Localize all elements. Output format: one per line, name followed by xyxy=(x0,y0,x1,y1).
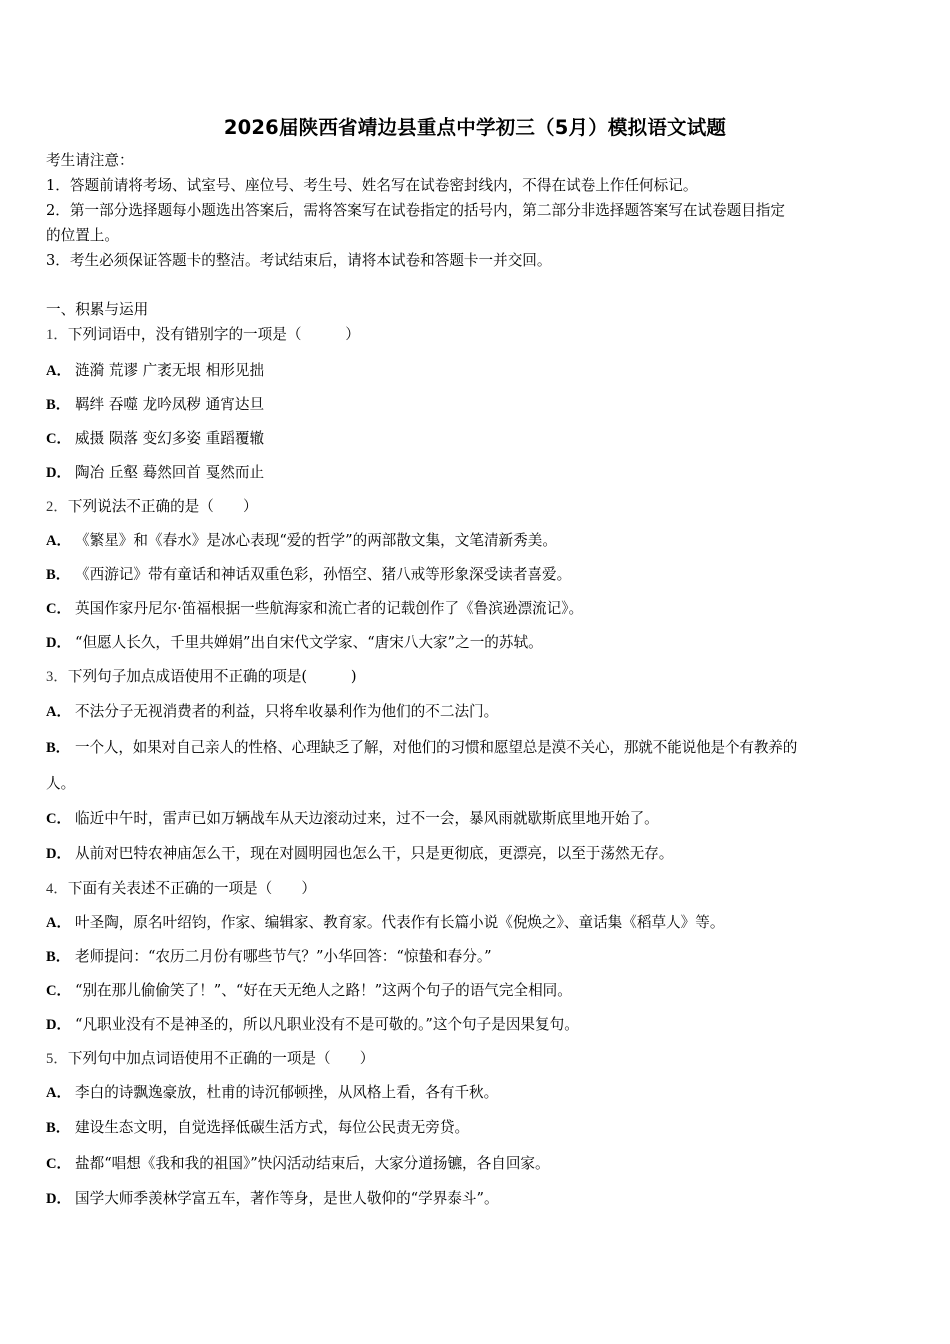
option-text: 一个人，如果对自己亲人的性格、心理缺乏了解，对他们的习惯和愿望总是漠不关心，那就不能说他是个有教养的 xyxy=(75,739,798,756)
option-letter: A． xyxy=(46,363,72,379)
answer-option xyxy=(46,633,543,653)
option-text: 人。 xyxy=(46,775,76,792)
option-text: 临近中午时，雷声已如万辆战车从天边滚动过来，过不一会，暴风雨就歇斯底里地开始了。 xyxy=(75,810,659,827)
answer-option xyxy=(46,844,673,864)
question-number: 2． xyxy=(46,499,68,515)
option-text: 从前对巴特农神庙怎么干，现在对圆明园也怎么干，只是更彻底，更漂亮，以至于荡然无存。 xyxy=(75,845,674,862)
option-text: 老师提问：“农历二月份有哪些节气？”小华回答：“惊蛰和春分。” xyxy=(75,948,492,965)
option-letter: A． xyxy=(46,533,72,549)
notice-item: 2．第一部分选择题每小题选出答案后，需将答案写在试卷指定的括号内，第二部分非选择题答案写在试卷题目指定 xyxy=(46,202,785,219)
question-stem xyxy=(46,667,357,687)
option-text: “别在那儿偷偷笑了！”、“好在天无绝人之路！”这两个句子的语气完全相同。 xyxy=(75,982,572,999)
question-number: 3． xyxy=(46,669,68,685)
option-text: 羁绊 吞噬 龙吟凤秽 通宵达旦 xyxy=(75,396,265,413)
option-text: 叶圣陶，原名叶绍钧，作家、编辑家、教育家。代表作有长篇小说《倪焕之》、童话集《稻草人》等。 xyxy=(75,914,725,931)
answer-option xyxy=(46,599,583,619)
section-heading: 一、积累与运用 xyxy=(46,301,149,318)
page-title: 2026届陕西省靖边县重点中学初三（5月）模拟语文试题 xyxy=(223,116,727,139)
question-stem xyxy=(46,1049,374,1069)
answer-option xyxy=(46,809,659,829)
question-text: 下列说法不正确的是（ ） xyxy=(67,498,258,515)
answer-option xyxy=(46,463,264,483)
option-text: “凡职业没有不是神圣的，所以凡职业没有不是可敬的。”这个句子是因果复句。 xyxy=(75,1016,579,1033)
option-letter: B． xyxy=(46,740,71,756)
notice-heading: 考生请注意： xyxy=(46,152,134,169)
option-text: 威摄 陨落 变幻多姿 重蹈覆辙 xyxy=(75,430,265,447)
answer-option xyxy=(46,1154,550,1174)
option-text: 《繁星》和《春水》是冰心表现“爱的哲学”的两部散文集，文笔清新秀美。 xyxy=(75,532,557,549)
answer-option xyxy=(46,1083,498,1103)
answer-option xyxy=(46,429,264,449)
option-letter: B． xyxy=(46,397,71,413)
option-text: 不法分子无视消费者的利益，只将牟收暴利作为他们的不二法门。 xyxy=(75,703,499,720)
answer-option xyxy=(46,1189,499,1209)
option-letter: A． xyxy=(46,704,72,720)
option-letter: A． xyxy=(46,1085,72,1101)
option-letter: B． xyxy=(46,949,71,965)
option-letter: A． xyxy=(46,915,72,931)
option-letter: C． xyxy=(46,1156,72,1172)
option-text: 陶冶 丘壑 蓦然回首 戛然而止 xyxy=(75,464,265,481)
answer-option xyxy=(46,531,557,551)
question-stem xyxy=(46,879,316,899)
answer-option-continuation xyxy=(46,774,75,794)
option-letter: C． xyxy=(46,983,72,999)
option-letter: D． xyxy=(46,635,72,651)
answer-option xyxy=(46,1118,469,1138)
option-letter: D． xyxy=(46,465,72,481)
option-text: “但愿人长久，千里共婵娟”出自宋代文学家、“唐宋八大家”之一的苏轼。 xyxy=(75,634,543,651)
option-text: 建设生态文明，自觉选择低碳生活方式，每位公民责无旁贷。 xyxy=(75,1119,470,1136)
option-letter: B． xyxy=(46,1120,71,1136)
notice-item: 3．考生必须保证答题卡的整洁。考试结束后，请将本试卷和答题卡一并交回。 xyxy=(46,252,552,269)
option-text: 盐都“唱想《我和我的祖国》”快闪活动结束后，大家分道扬镳，各自回家。 xyxy=(75,1155,550,1172)
answer-option xyxy=(46,981,572,1001)
answer-option xyxy=(46,1015,579,1035)
question-text: 下列句中加点词语使用不正确的一项是（ ） xyxy=(67,1050,375,1067)
question-text: 下面有关表述不正确的一项是（ ） xyxy=(67,880,317,897)
option-letter: C． xyxy=(46,811,72,827)
option-letter: D． xyxy=(46,1191,72,1207)
answer-option xyxy=(46,395,264,415)
answer-option xyxy=(46,913,724,933)
option-text: 李白的诗飘逸豪放，杜甫的诗沉郁顿挫，从风格上看，各有千秋。 xyxy=(75,1084,499,1101)
question-stem xyxy=(46,497,258,517)
question-stem xyxy=(46,325,360,345)
option-text: 涟漪 荒谬 广袤无垠 相形见拙 xyxy=(75,362,265,379)
option-text: 国学大师季羡林学富五车，著作等身，是世人敬仰的“学界泰斗”。 xyxy=(75,1190,499,1207)
answer-option xyxy=(46,738,797,758)
answer-option xyxy=(46,702,498,722)
answer-option xyxy=(46,361,264,381)
option-letter: D． xyxy=(46,1017,72,1033)
question-number: 1． xyxy=(46,327,68,343)
answer-option xyxy=(46,565,571,585)
option-text: 《西游记》带有童话和神话双重色彩，孙悟空、猪八戒等形象深受读者喜爱。 xyxy=(75,566,572,583)
question-text: 下列词语中，没有错别字的一项是（ ） xyxy=(67,326,360,343)
question-text: 下列句子加点成语使用不正确的项是( ) xyxy=(67,668,357,685)
answer-option xyxy=(46,947,492,967)
option-letter: D． xyxy=(46,846,72,862)
question-number: 5． xyxy=(46,1051,68,1067)
option-letter: B． xyxy=(46,567,71,583)
option-letter: C． xyxy=(46,431,72,447)
notice-item: 的位置上。 xyxy=(46,227,119,244)
question-number: 4． xyxy=(46,881,68,897)
option-letter: C． xyxy=(46,601,72,617)
notice-item: 1．答题前请将考场、试室号、座位号、考生号、姓名写在试卷密封线内，不得在试卷上作任何标记。 xyxy=(46,177,698,194)
option-text: 英国作家丹尼尔·笛福根据一些航海家和流亡者的记载创作了《鲁滨逊漂流记》。 xyxy=(75,600,584,617)
